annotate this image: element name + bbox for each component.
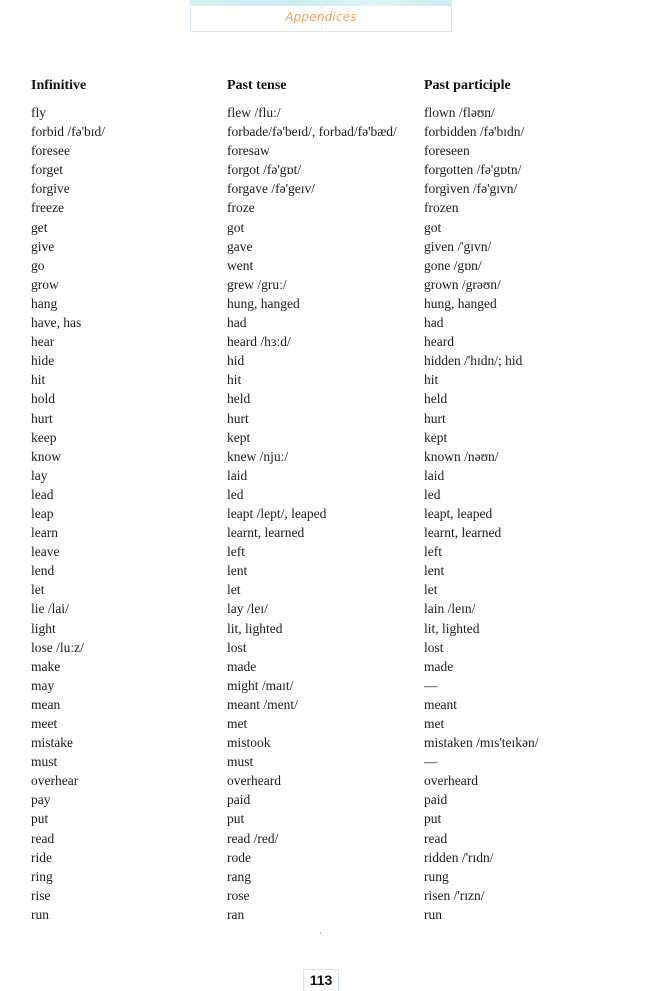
- cell-infinitive: lend: [31, 563, 55, 579]
- table-row: [31, 466, 591, 485]
- table-row: [31, 676, 591, 695]
- cell-past-participle: frozen: [424, 200, 459, 216]
- table-row: [31, 370, 591, 389]
- cell-past-participle: lost: [424, 639, 444, 655]
- table-row: [31, 752, 591, 771]
- cell-past-participle: read: [424, 830, 448, 846]
- table-row: [31, 447, 591, 466]
- cell-infinitive: may: [31, 677, 55, 693]
- page-number: 113: [303, 969, 339, 991]
- cell-past-tense: rode: [227, 849, 251, 865]
- cell-past-tense: lent: [227, 563, 248, 579]
- cell-past-tense: hurt: [227, 410, 249, 426]
- cell-infinitive: grow: [31, 276, 59, 292]
- cell-infinitive: hide: [31, 353, 55, 369]
- cell-past-tense: learnt, learned: [227, 525, 305, 541]
- cell-past-tense: hid: [227, 353, 245, 369]
- cell-past-participle: forgiven /fə'gɪvn/: [424, 181, 518, 197]
- cell-past-tense: forgot /fə'gɒt/: [227, 162, 302, 178]
- cell-past-tense: meant /ment/: [227, 696, 298, 712]
- cell-past-tense: laid: [227, 467, 248, 483]
- table-row: [31, 256, 591, 275]
- table-row: [31, 867, 591, 886]
- cell-past-participle: led: [424, 486, 441, 502]
- cell-past-participle: risen /'rɪzn/: [424, 887, 485, 903]
- table-row: [31, 695, 591, 714]
- cell-past-tense: held: [227, 391, 251, 407]
- cell-infinitive: mean: [31, 696, 61, 712]
- cell-infinitive: hurt: [31, 410, 53, 426]
- cell-infinitive: leap: [31, 505, 54, 521]
- table-row: [31, 790, 591, 809]
- cell-past-tense: rang: [227, 868, 251, 884]
- cell-past-tense: must: [227, 754, 254, 770]
- cell-past-participle: run: [424, 906, 442, 922]
- column-header-infinitive: Infinitive: [31, 78, 87, 93]
- cell-past-participle: —: [424, 754, 438, 770]
- table-row: [31, 389, 591, 408]
- print-mark: [320, 932, 321, 934]
- column-header-past-tense: Past tense: [227, 78, 287, 93]
- cell-past-tense: froze: [227, 200, 255, 216]
- table-row: [31, 332, 591, 351]
- cell-infinitive: rise: [31, 887, 51, 903]
- table-row: [31, 179, 591, 198]
- cell-past-tense: rose: [227, 887, 250, 903]
- cell-past-tense: mistook: [227, 735, 271, 751]
- cell-infinitive: meet: [31, 716, 58, 731]
- cell-past-participle: got: [424, 219, 442, 235]
- cell-infinitive: lead: [31, 486, 54, 502]
- cell-infinitive: must: [31, 754, 58, 770]
- cell-infinitive: forget: [31, 162, 63, 178]
- table-row: [31, 905, 591, 924]
- cell-past-tense: flew /fluː/: [227, 105, 281, 120]
- cell-past-tense: hit: [227, 372, 242, 388]
- cell-past-participle: forbidden /fə'bɪdn/: [424, 124, 525, 140]
- table-row: [31, 198, 591, 217]
- cell-infinitive: have, has: [31, 315, 82, 331]
- table-row: [31, 485, 591, 504]
- table-row: [31, 122, 591, 141]
- cell-past-tense: lay /leɪ/: [227, 601, 268, 617]
- cell-past-participle: laid: [424, 467, 445, 483]
- cell-infinitive: hold: [31, 391, 56, 407]
- cell-past-tense: left: [227, 544, 245, 560]
- table-row: [31, 829, 591, 848]
- cell-past-tense: gave: [227, 238, 253, 254]
- cell-past-participle: lit, lighted: [424, 620, 480, 636]
- cell-past-tense: paid: [227, 792, 251, 808]
- cell-past-participle: learnt, learned: [424, 525, 502, 541]
- cell-past-tense: led: [227, 486, 244, 502]
- cell-past-tense: forbade/fə'beɪd/, forbad/fə'bæd/: [227, 124, 397, 140]
- cell-past-tense: foresaw: [227, 143, 270, 159]
- cell-past-participle: met: [424, 716, 445, 731]
- cell-infinitive: ride: [31, 849, 52, 865]
- cell-infinitive: overhear: [31, 773, 79, 789]
- table-row: [31, 733, 591, 752]
- table-row: [31, 141, 591, 160]
- cell-infinitive: leave: [31, 544, 60, 560]
- table-row: [31, 351, 591, 370]
- section-title: Appendices: [285, 10, 357, 24]
- cell-infinitive: foresee: [31, 143, 70, 159]
- table-row: [31, 160, 591, 179]
- cell-past-tense: had: [227, 315, 247, 331]
- cell-past-participle: —: [424, 677, 438, 693]
- cell-infinitive: ring: [31, 868, 53, 884]
- cell-past-participle: kept: [424, 429, 448, 445]
- table-row: [31, 848, 591, 867]
- irregular-verbs-table: [31, 77, 591, 924]
- cell-past-participle: flown /fləʊn/: [424, 105, 495, 120]
- cell-past-tense: lit, lighted: [227, 620, 283, 636]
- cell-infinitive: hear: [31, 334, 55, 350]
- cell-past-participle: leapt, leaped: [424, 505, 493, 521]
- cell-past-tense: forgave /fə'geɪv/: [227, 181, 316, 197]
- table-row: [31, 714, 591, 733]
- cell-infinitive: freeze: [31, 200, 64, 216]
- cell-past-participle: hurt: [424, 410, 446, 426]
- cell-past-participle: paid: [424, 792, 448, 808]
- table-row: [31, 542, 591, 561]
- cell-infinitive: fly: [31, 105, 46, 120]
- cell-infinitive: forgive: [31, 181, 70, 197]
- cell-past-participle: lain /leɪn/: [424, 601, 476, 617]
- table-row: [31, 771, 591, 790]
- table-header-row: [31, 77, 591, 103]
- table-body: [31, 103, 591, 924]
- cell-past-participle: mistaken /mɪs'teɪkən/: [424, 735, 539, 751]
- cell-infinitive: go: [31, 257, 45, 273]
- cell-past-participle: made: [424, 658, 454, 674]
- cell-infinitive: give: [31, 238, 55, 254]
- cell-infinitive: get: [31, 219, 48, 235]
- table-row: [31, 886, 591, 905]
- cell-infinitive: put: [31, 811, 49, 827]
- cell-past-participle: hit: [424, 372, 439, 388]
- cell-infinitive: hit: [31, 372, 46, 388]
- cell-infinitive: forbid /fə'bɪd/: [31, 124, 106, 140]
- cell-past-tense: kept: [227, 429, 251, 445]
- table-row: [31, 580, 591, 599]
- cell-past-participle: held: [424, 391, 448, 407]
- table-row: [31, 619, 591, 638]
- cell-infinitive: keep: [31, 429, 57, 445]
- cell-past-participle: heard: [424, 334, 454, 350]
- cell-past-tense: went: [227, 257, 254, 273]
- table-row: [31, 409, 591, 428]
- cell-past-tense: met: [227, 716, 248, 731]
- table-row: [31, 313, 591, 332]
- table-row: [31, 599, 591, 618]
- cell-infinitive: learn: [31, 525, 58, 541]
- cell-past-tense: hung, hanged: [227, 295, 300, 311]
- cell-infinitive: lie /lai/: [31, 601, 69, 617]
- cell-past-tense: overheard: [227, 773, 281, 789]
- cell-infinitive: let: [31, 582, 45, 598]
- cell-infinitive: run: [31, 906, 49, 922]
- cell-past-tense: heard /hɜːd/: [227, 334, 291, 350]
- cell-past-participle: had: [424, 315, 444, 331]
- cell-past-participle: given /'gɪvn/: [424, 238, 492, 254]
- cell-past-participle: overheard: [424, 773, 478, 789]
- cell-infinitive: make: [31, 658, 61, 674]
- cell-past-tense: might /maɪt/: [227, 677, 294, 693]
- table-row: [31, 275, 591, 294]
- cell-past-participle: let: [424, 582, 438, 598]
- cell-infinitive: lose /luːz/: [31, 639, 84, 655]
- table-row: [31, 504, 591, 523]
- cell-past-tense: read /red/: [227, 830, 279, 846]
- cell-past-participle: ridden /'rɪdn/: [424, 849, 494, 865]
- table-row: [31, 103, 591, 122]
- cell-past-tense: grew /gruː/: [227, 276, 287, 292]
- cell-past-participle: lent: [424, 563, 445, 579]
- cell-past-participle: gone /gɒn/: [424, 257, 482, 273]
- cell-past-participle: hung, hanged: [424, 295, 497, 311]
- cell-infinitive: know: [31, 448, 61, 464]
- cell-infinitive: lay: [31, 467, 48, 483]
- table-row: [31, 638, 591, 657]
- table-row: [31, 237, 591, 256]
- cell-infinitive: mistake: [31, 735, 73, 751]
- cell-past-participle: known /nəʊn/: [424, 448, 499, 464]
- cell-infinitive: hang: [31, 295, 58, 311]
- cell-past-tense: ran: [227, 906, 245, 922]
- cell-past-tense: put: [227, 811, 245, 827]
- table-row: [31, 809, 591, 828]
- cell-past-tense: let: [227, 582, 241, 598]
- cell-past-participle: grown /grəʊn/: [424, 276, 501, 292]
- table-row: [31, 218, 591, 237]
- cell-past-participle: meant: [424, 696, 457, 712]
- cell-past-participle: left: [424, 544, 442, 560]
- cell-past-tense: leapt /lept/, leaped: [227, 505, 327, 521]
- cell-past-tense: got: [227, 219, 245, 235]
- cell-past-participle: hidden /'hɪdn/; hid: [424, 353, 523, 369]
- cell-past-tense: knew /njuː/: [227, 448, 289, 464]
- cell-infinitive: light: [31, 620, 56, 636]
- running-header: [190, 0, 452, 32]
- cell-past-tense: lost: [227, 639, 247, 655]
- table-row: [31, 294, 591, 313]
- cell-past-participle: put: [424, 811, 442, 827]
- table-row: [31, 657, 591, 676]
- cell-infinitive: read: [31, 830, 55, 846]
- column-header-past-participle: Past participle: [424, 78, 511, 93]
- cell-past-tense: made: [227, 658, 257, 674]
- cell-past-participle: forgotten /fə'gɒtn/: [424, 162, 522, 178]
- cell-past-participle: foreseen: [424, 143, 470, 159]
- cell-past-participle: rung: [424, 868, 449, 884]
- table-row: [31, 561, 591, 580]
- cell-infinitive: pay: [31, 792, 51, 808]
- table-row: [31, 428, 591, 447]
- table-row: [31, 523, 591, 542]
